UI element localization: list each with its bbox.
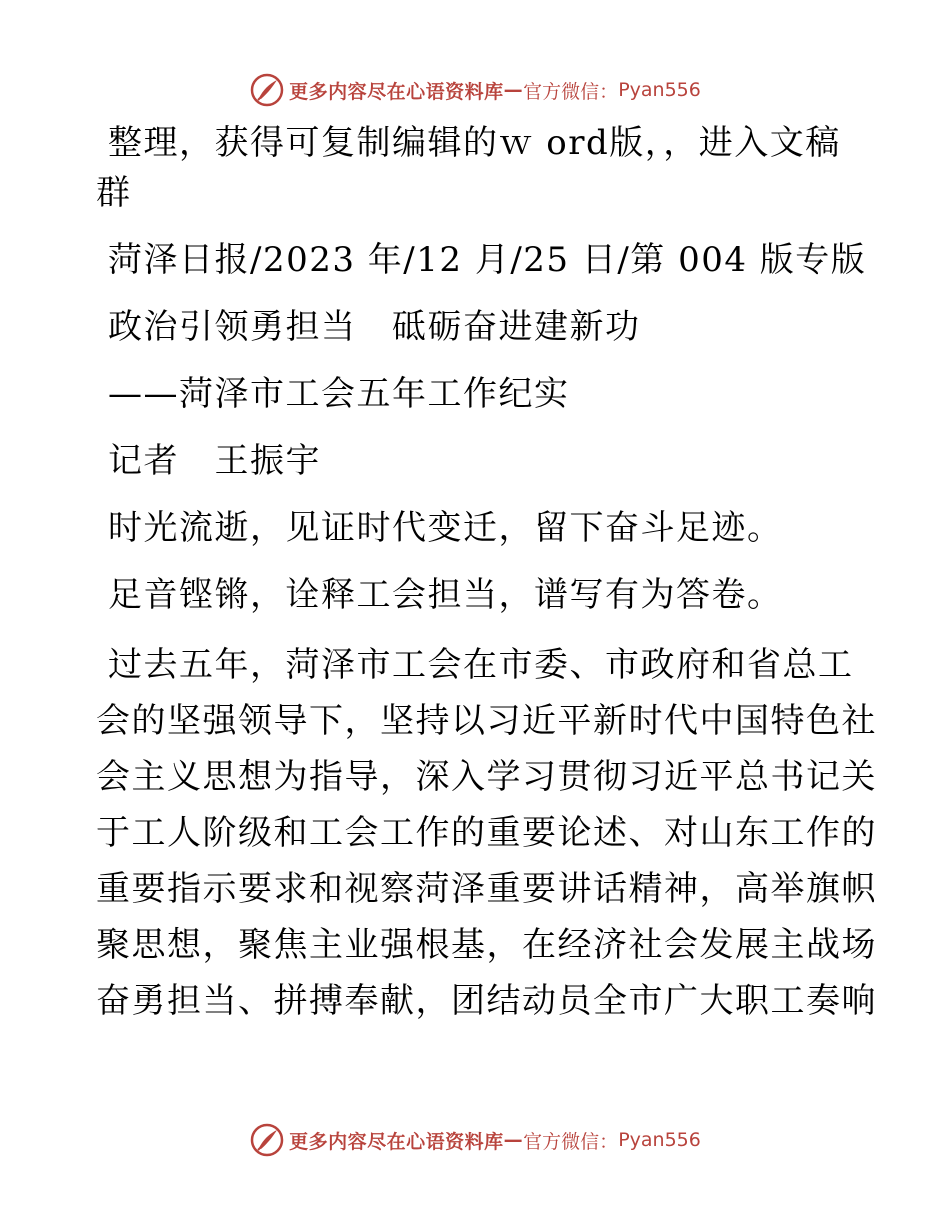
watermark-footer xyxy=(0,1120,950,1160)
source-line: 菏泽日报/2023 年/12 月/25 日/第 004 版专版 xyxy=(108,240,867,280)
paragraph: 足音铿锵，诠释工会担当，谱写有为答卷。 xyxy=(108,575,783,615)
watermark-wechat-label: 官方微信： xyxy=(523,80,619,103)
paragraph: 时光流逝，见证时代变迁，留下奋斗足迹。 xyxy=(108,508,783,548)
watermark-wechat-id: Pyan556 xyxy=(618,1129,701,1151)
intro-line: 群 xyxy=(96,173,132,213)
watermark-dash: — xyxy=(503,79,524,101)
quill-pen-icon xyxy=(249,1122,285,1158)
intro-block xyxy=(96,118,856,218)
paragraph-line: 聚思想，聚焦主业强根基，在经济社会发展主战场 xyxy=(96,925,877,965)
article-subtitle: ——菏泽市工会五年工作纪实 xyxy=(108,374,570,414)
watermark-wechat-label: 官方微信： xyxy=(523,1130,619,1153)
paragraph-line: 会主义思想为指导，深入学习贯彻习近平总书记关 xyxy=(96,757,877,797)
watermark-dash: — xyxy=(503,1129,524,1151)
paragraph-line: 于工人阶级和工会工作的重要论述、对山东工作的 xyxy=(96,813,877,853)
watermark-site: 更多内容尽在心语资料库 xyxy=(289,1130,504,1153)
document-body xyxy=(96,118,877,1029)
paragraph-main xyxy=(96,637,877,1029)
article-title: 政治引领勇担当 砥砺奋进建新功 xyxy=(108,307,641,347)
byline: 记者 王振宇 xyxy=(108,441,321,481)
intro-line: 整理，获得可复制编辑的ｗ ord版，，进入文稿 xyxy=(108,123,841,163)
quill-pen-icon xyxy=(249,72,285,108)
watermark-wechat-id: Pyan556 xyxy=(618,79,701,101)
watermark-header xyxy=(0,70,950,110)
paragraph-line: 会的坚强领导下，坚持以习近平新时代中国特色社 xyxy=(96,701,877,741)
paragraph-line: 奋勇担当、拼搏奉献，团结动员全市广大职工奏响 xyxy=(96,981,877,1021)
paragraph-line: 重要指示要求和视察菏泽重要讲话精神，高举旗帜 xyxy=(96,869,877,909)
watermark-site: 更多内容尽在心语资料库 xyxy=(289,80,504,103)
paragraph-line: 过去五年，菏泽市工会在市委、市政府和省总工 xyxy=(108,645,854,685)
